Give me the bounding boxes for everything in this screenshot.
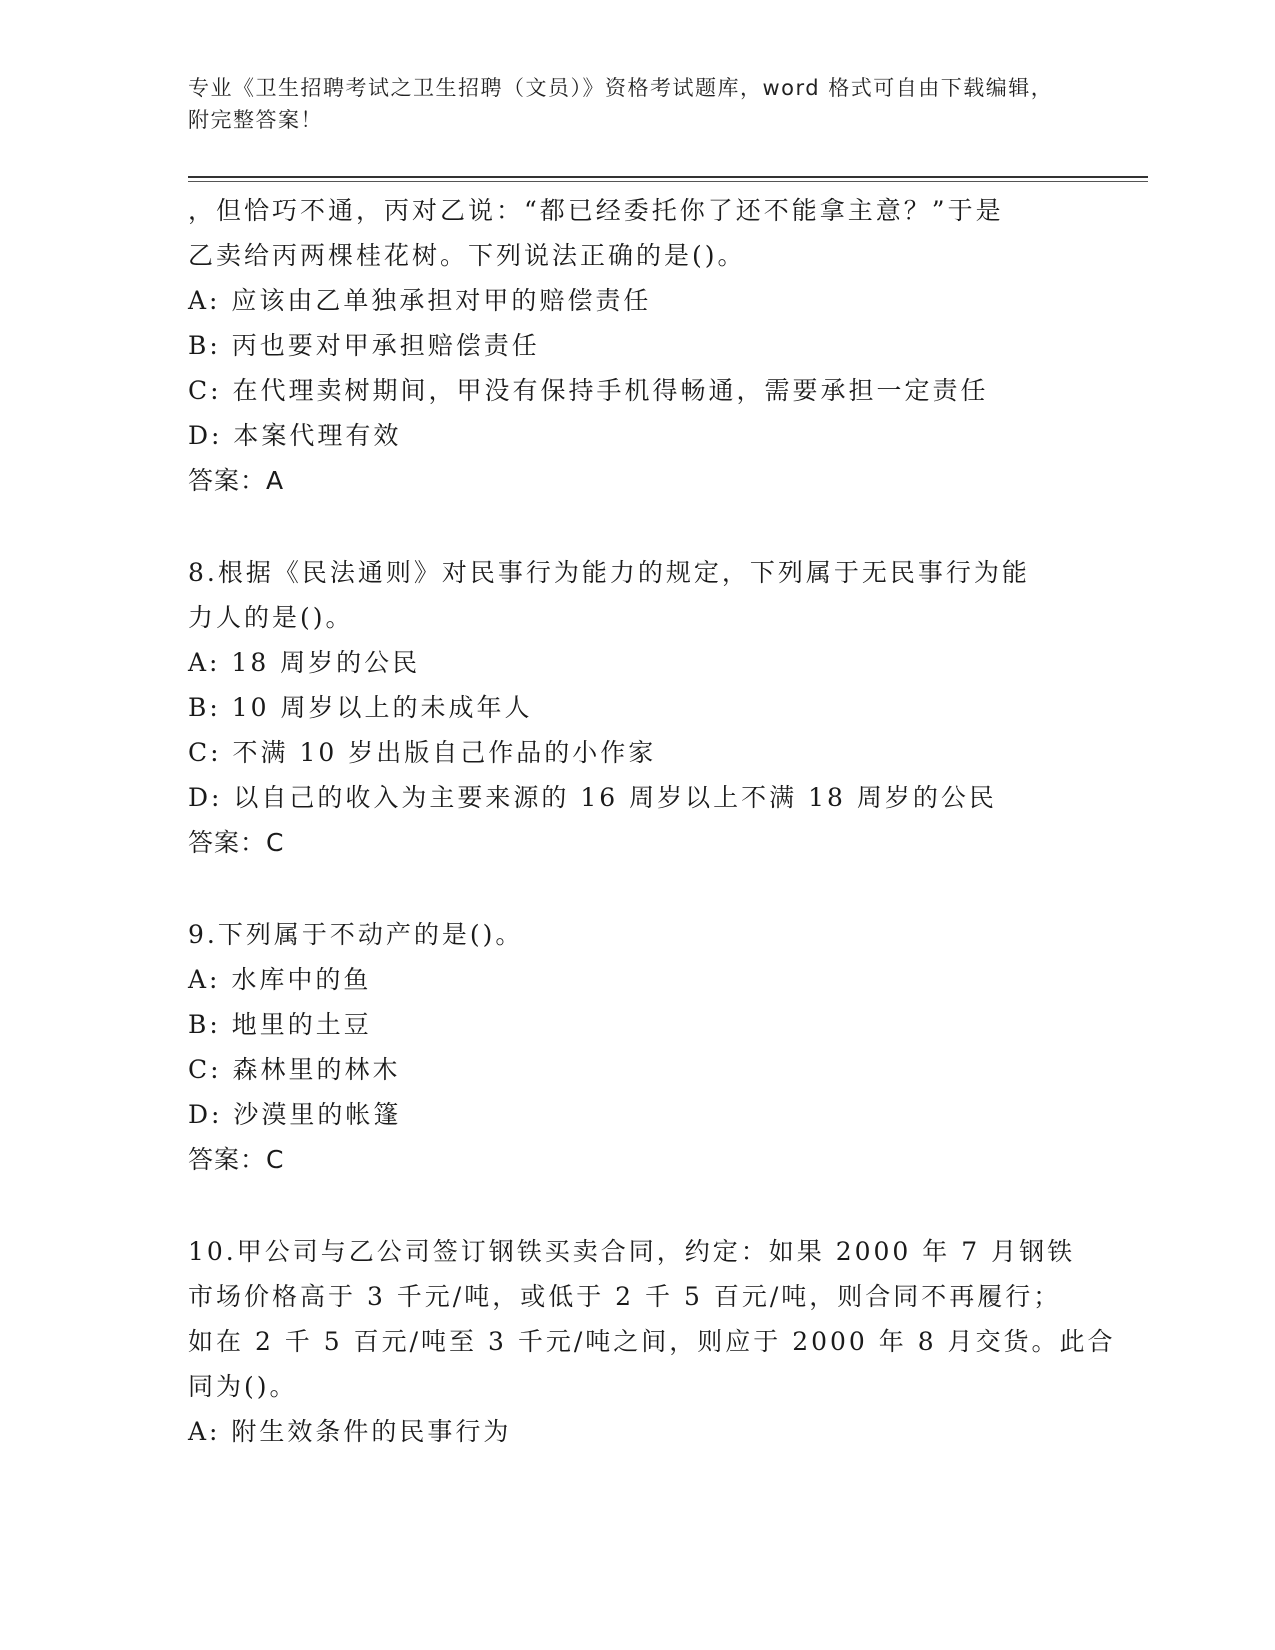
option-a: A: 18 周岁的公民 (188, 648, 421, 677)
question-text-line: 同为()。 (188, 1372, 298, 1401)
option-a: A: 应该由乙单独承担对甲的赔偿责任 (188, 286, 652, 315)
answer: 答案：C (188, 1145, 285, 1174)
option-c: C: 不满 10 岁出版自己作品的小作家 (188, 738, 657, 767)
option-d: D: 沙漠里的帐篷 (188, 1100, 402, 1129)
question-text-line: 乙卖给丙两棵桂花树。下列说法正确的是()。 (188, 241, 746, 270)
header-divider-thin (188, 181, 1148, 182)
question-text-line: 市场价格高于 3 千元/吨，或低于 2 千 5 百元/吨，则合同不再履行； (188, 1282, 1062, 1311)
question-text-line: 如在 2 千 5 百元/吨至 3 千元/吨之间，则应于 2000 年 8 月交货。此合 (188, 1327, 1116, 1356)
question-text-line: 9.下列属于不动产的是()。 (188, 920, 524, 949)
question-text-line: 10.甲公司与乙公司签订钢铁买卖合同，约定：如果 2000 年 7 月钢铁 (188, 1237, 1076, 1266)
option-d: D: 本案代理有效 (188, 421, 402, 450)
page-header: 专业《卫生招聘考试之卫生招聘（文员）》资格考试题库，word 格式可自由下载编辑，附完整答案！ (188, 76, 1054, 132)
answer: 答案：A (188, 466, 285, 495)
question-content (188, 188, 1116, 1454)
option-c: C: 在代理卖树期间，甲没有保持手机得畅通，需要承担一定责任 (188, 376, 989, 405)
option-a: A: 附生效条件的民事行为 (188, 1417, 512, 1446)
header-divider (188, 176, 1148, 178)
question-7-continuation (188, 188, 1088, 503)
question-9 (188, 912, 1088, 1182)
answer: 答案：C (188, 828, 285, 857)
option-a: A: 水库中的鱼 (188, 965, 372, 994)
option-b: B: 丙也要对甲承担赔偿责任 (188, 331, 540, 360)
question-text-line: 力人的是()。 (188, 603, 354, 632)
question-text-line: 8.根据《民法通则》对民事行为能力的规定，下列属于无民事行为能 (188, 558, 1030, 587)
option-b: B: 10 周岁以上的未成年人 (188, 693, 533, 722)
question-8 (188, 550, 1088, 865)
option-d: D: 以自己的收入为主要来源的 16 周岁以上不满 18 周岁的公民 (188, 783, 997, 812)
option-b: B: 地里的土豆 (188, 1010, 372, 1039)
option-c: C: 森林里的林木 (188, 1055, 401, 1084)
question-10 (188, 1229, 1116, 1454)
question-text-line: ，但恰巧不通，丙对乙说：“都已经委托你了还不能拿主意？”于是 (188, 196, 1004, 225)
